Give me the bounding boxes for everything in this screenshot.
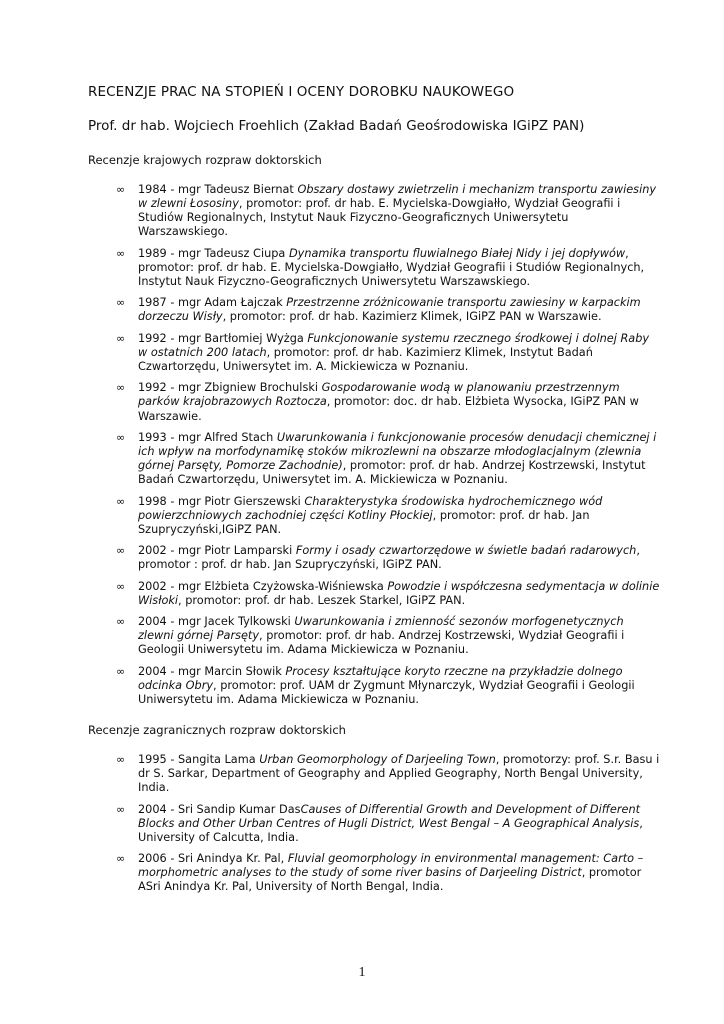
page-number: 1 bbox=[358, 965, 366, 980]
author-line: Prof. dr hab. Wojciech Froehlich (Zakład Badań Geośrodowiska IGiPZ PAN) bbox=[88, 118, 585, 134]
list-item bbox=[116, 247, 660, 289]
entry-details: , promotor: prof. dr hab. Andrzej Kostrzewski, Wydział Geografii i Geologii Uniwersytetu im. Adama Mickiewicza w Poznaniu. bbox=[138, 629, 625, 657]
list-item bbox=[116, 753, 660, 795]
entry-prefix: 1989 - mgr Tadeusz Ciupa bbox=[138, 246, 289, 260]
infinity-bullet-icon: ∞ bbox=[116, 852, 126, 866]
list-item bbox=[116, 296, 660, 324]
list-item bbox=[116, 852, 660, 894]
entry-prefix: 1998 - mgr Piotr Gierszewski bbox=[138, 494, 305, 508]
infinity-bullet-icon: ∞ bbox=[116, 579, 126, 593]
entry-title: Uwarunkowania i funkcjonowanie procesów denudacji chemicznej i ich wpływ na morfodynamikę stoków mikrozlewni na obszarze młodoglacjalnym (zlewnia górnej Parsęty, Pomorze Zachodnie) bbox=[138, 430, 657, 473]
list-item bbox=[116, 665, 660, 707]
infinity-bullet-icon: ∞ bbox=[116, 802, 126, 816]
entry-details: , promotor: prof. dr hab. Kazimierz Klimek, Instytut Badań Czwartorzędu, Uniwersytet im. A. Mickiewicza w Poznaniu. bbox=[138, 345, 593, 373]
entry-details: , promotor ASri Anindya Kr. Pal, University of North Bengal, India. bbox=[138, 866, 642, 894]
entry-title: Uwarunkowania i zmienność sezonów morfogenetycznych zlewni górnej Parsęty bbox=[138, 615, 624, 643]
list-item bbox=[116, 332, 660, 374]
list-item bbox=[116, 495, 660, 537]
entry-prefix: 2004 - mgr Jacek Tylkowski bbox=[138, 615, 295, 629]
entry-details: , promotor: prof. dr hab. Andrzej Kostrzewski, Instytut Badań Czwartorzędu, Uniwersytet im. A. Mickiewicza w Poznaniu. bbox=[138, 459, 646, 487]
infinity-bullet-icon: ∞ bbox=[116, 331, 126, 345]
entry-prefix: 2004 - Sri Sandip Kumar Das bbox=[138, 802, 301, 816]
entry-prefix: 1987 - mgr Adam Łajczak bbox=[138, 296, 287, 310]
entry-title: Charakterystyka środowiska hydrochemicznego wód powierzchniowych zachodniej części Kotliny Płockiej bbox=[138, 494, 603, 522]
entry-title: Procesy kształtujące koryto rzeczne na przykładzie dolnego odcinka Obry bbox=[138, 664, 623, 692]
infinity-bullet-icon: ∞ bbox=[116, 296, 126, 310]
infinity-bullet-icon: ∞ bbox=[116, 664, 126, 678]
infinity-bullet-icon: ∞ bbox=[116, 494, 126, 508]
entry-prefix: 1992 - mgr Zbigniew Brochulski bbox=[138, 381, 322, 395]
section-title-foreign: Recenzje zagranicznych rozpraw doktorskich bbox=[88, 722, 346, 737]
entry-prefix: 2002 - mgr Elżbieta Czyżowska-Wiśniewska bbox=[138, 579, 388, 593]
entry-title: Fluvial geomorphology in environmental management: Carto – morphometric analyses to the study of some river basins of Darjeeling District bbox=[138, 852, 644, 880]
entry-title: Przestrzenne zróżnicowanie transportu zawiesiny w karpackim dorzeczu Wisły bbox=[138, 296, 641, 324]
entry-details: , promotor: prof. dr hab. E. Mycielska-Dowgiałło, Wydział Geografii i Studiów Regionalnych, Instytut Nauk Fizyczno-Geograficznych Uniwersytetu Warszawskiego. bbox=[138, 246, 645, 288]
entry-title: Gospodarowanie wodą w planowaniu przestrzennym parków krajobrazowych Roztocza bbox=[138, 381, 620, 409]
entry-title: Dynamika transportu fluwialnego Białej Nidy i jej dopływów bbox=[288, 246, 626, 260]
entry-details: , promotor: prof. UAM dr Zygmunt Młynarczyk, Wydział Geografii i Geologii Uniwersytetu im. Adama Mickiewicza w Poznaniu. bbox=[138, 678, 635, 706]
list-item bbox=[116, 183, 660, 239]
infinity-bullet-icon: ∞ bbox=[116, 615, 126, 629]
infinity-bullet-icon: ∞ bbox=[116, 381, 126, 395]
entry-prefix: 2006 - Sri Anindya Kr. Pal, bbox=[138, 852, 288, 866]
foreign-list bbox=[116, 753, 660, 894]
entry-details: , University of Calcutta, India. bbox=[138, 816, 643, 844]
entry-title: Powodzie i współczesna sedymentacja w dolinie Wisłoki bbox=[138, 579, 660, 607]
domestic-list bbox=[116, 183, 660, 707]
entry-title: Funkcjonowanie systemu rzecznego środkowej i dolnej Raby w ostatnich 200 latach bbox=[138, 331, 650, 359]
entry-title: Formy i osady czwartorzędowe w świetle badań radarowych bbox=[295, 544, 637, 558]
entry-prefix: 1995 - Sangita Lama bbox=[138, 752, 260, 766]
infinity-bullet-icon: ∞ bbox=[116, 183, 126, 196]
entry-details: , promotor: prof. dr hab. Kazimierz Klimek, IGiPZ PAN w Warszawie. bbox=[222, 310, 602, 324]
entry-details: , promotorzy: prof. S.r. Basu i dr S. Sarkar, Department of Geography and Applied Geography, North Bengal University, India. bbox=[138, 752, 660, 795]
list-item bbox=[116, 431, 660, 487]
infinity-bullet-icon: ∞ bbox=[116, 544, 126, 558]
entry-details: , promotor: doc. dr hab. Elżbieta Wysocka, IGiPZ PAN w Warszawie. bbox=[138, 395, 639, 423]
entry-details: , promotor: prof. dr hab. Jan Szupryczyński,IGiPZ PAN. bbox=[138, 508, 590, 536]
entry-title: Obszary dostawy zwietrzelin i mechanizm transportu zawiesiny w zlewni Łososiny bbox=[138, 183, 657, 211]
infinity-bullet-icon: ∞ bbox=[116, 752, 126, 766]
page-heading: RECENZJE PRAC NA STOPIEŃ I OCENY DOROBKU NAUKOWEGO bbox=[88, 84, 515, 100]
entry-prefix: 2004 - mgr Marcin Słowik bbox=[138, 664, 286, 678]
list-item bbox=[116, 615, 660, 657]
list-item bbox=[116, 580, 660, 608]
section-title-domestic: Recenzje krajowych rozpraw doktorskich bbox=[88, 153, 322, 167]
list-item bbox=[116, 803, 660, 845]
entry-details: , promotor: prof. dr hab. Leszek Starkel, IGiPZ PAN. bbox=[178, 593, 466, 607]
entry-prefix: 1993 - mgr Alfred Stach bbox=[138, 430, 277, 444]
entry-prefix: 2002 - mgr Piotr Lamparski bbox=[138, 544, 296, 558]
list-item bbox=[116, 544, 660, 572]
entry-prefix: 1992 - mgr Bartłomiej Wyżga bbox=[138, 331, 308, 345]
entry-details: , promotor : prof. dr hab. Jan Szupryczyński, IGiPZ PAN. bbox=[138, 544, 640, 572]
entry-details: , promotor: prof. dr hab. E. Mycielska-Dowgiałło, Wydział Geografii i Studiów Regionalnych, Instytut Nauk Fizyczno-Geograficznych Uniwersytetu Warszawskiego. bbox=[138, 197, 621, 239]
entry-prefix: 1984 - mgr Tadeusz Biernat bbox=[138, 183, 298, 196]
infinity-bullet-icon: ∞ bbox=[116, 246, 126, 260]
entry-title: Causes of Differential Growth and Development of Different Blocks and Other Urban Centres of Hugli District, West Bengal – A Geographical Analysis bbox=[138, 802, 641, 830]
list-item bbox=[116, 381, 660, 423]
entry-title: Urban Geomorphology of Darjeeling Town bbox=[259, 752, 496, 766]
infinity-bullet-icon: ∞ bbox=[116, 430, 126, 444]
